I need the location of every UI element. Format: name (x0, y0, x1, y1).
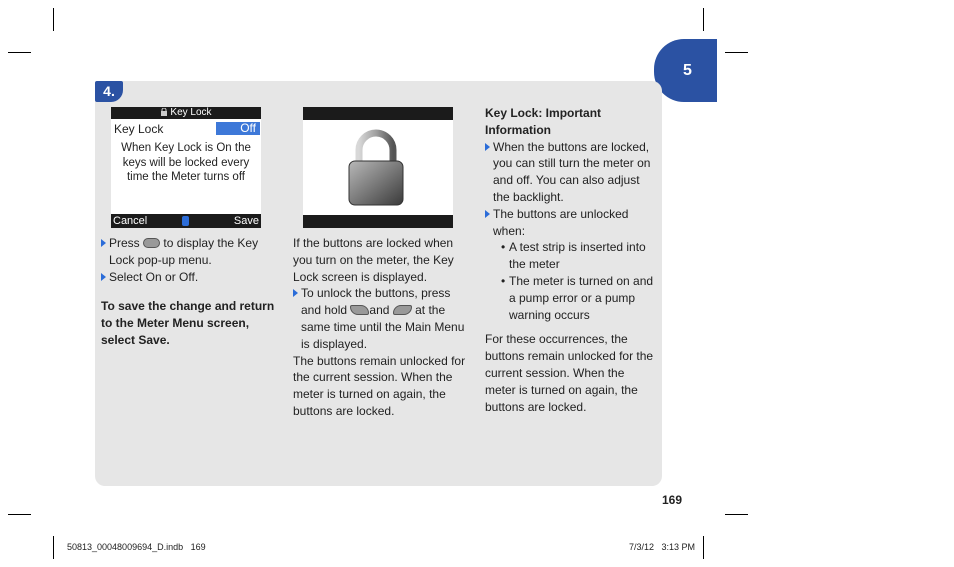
meter-title-bar (111, 107, 261, 119)
save-softkey: Save (233, 215, 259, 227)
key-lock-setting-row (111, 121, 261, 137)
paragraph: For these occurrences, the buttons remain unlocked for the current session. When the meter is turned on again, the buttons are locked. (485, 332, 654, 414)
chapter-tab: 5 (654, 39, 717, 102)
crop-mark (8, 514, 31, 515)
instructions-column-2 (293, 235, 471, 420)
text: and (369, 303, 390, 318)
crop-mark (8, 52, 31, 53)
crop-mark (703, 8, 704, 31)
crop-mark (725, 514, 748, 515)
instructions-column-1 (101, 235, 276, 349)
oval-button-icon (143, 238, 160, 248)
info-item: The buttons are unlocked when: (485, 206, 657, 240)
paragraph: The buttons remain unlocked for the current session. When the meter is turned on again, the buttons are locked. (293, 353, 466, 418)
info-item: When the buttons are locked, you can still turn the meter on and off. You can also adjust the backlight. (485, 139, 657, 206)
meter-footer (111, 214, 261, 228)
instruction-step (101, 235, 276, 269)
crop-mark (53, 536, 54, 559)
bluetooth-icon (182, 216, 189, 226)
info-heading: Key Lock: Important Information (485, 106, 602, 137)
page-number: 169 (662, 493, 683, 507)
text: to display the Key Lock pop-up menu. (109, 236, 259, 267)
text: Press (109, 236, 140, 250)
instruction-step: Select On or Off. (101, 269, 276, 286)
date-slug: 7/3/12 3:13 PM (629, 542, 696, 552)
meter-screen-locked (303, 107, 453, 228)
text: at the same time until the Main Menu is displayed. (301, 303, 465, 351)
info-subitem: • A test strip is inserted into the meter (485, 239, 657, 273)
meter-screen-key-lock (111, 107, 261, 228)
setting-label: Key Lock (114, 122, 164, 136)
file-slug: 50813_00048009694_D.indb 169 (67, 542, 206, 552)
crop-mark (703, 536, 704, 559)
right-button-icon (393, 305, 412, 315)
crop-mark (725, 52, 748, 53)
info-subitem: • The meter is turned on and a pump error or a pump warning occurs (485, 273, 657, 323)
paragraph: If the buttons are locked when you turn on the meter, the Key Lock screen is displayed. (293, 236, 454, 284)
padlock-icon (345, 128, 407, 210)
meter-message: When Key Lock is On the keys will be locked every time the Meter turns off (121, 142, 251, 183)
key-lock-icon (160, 108, 168, 116)
left-button-icon (350, 305, 369, 315)
crop-mark (53, 8, 54, 31)
info-column (485, 105, 657, 415)
meter-title: Key Lock (170, 107, 212, 118)
step-badge: 4. (95, 81, 123, 102)
text: To unlock the buttons, press and hold (301, 286, 451, 318)
setting-value: Off (216, 122, 260, 135)
save-instruction: To save the change and return to the Meter Menu screen, select Save. (101, 299, 275, 347)
instruction-step (293, 285, 471, 352)
cancel-softkey: Cancel (113, 215, 148, 227)
